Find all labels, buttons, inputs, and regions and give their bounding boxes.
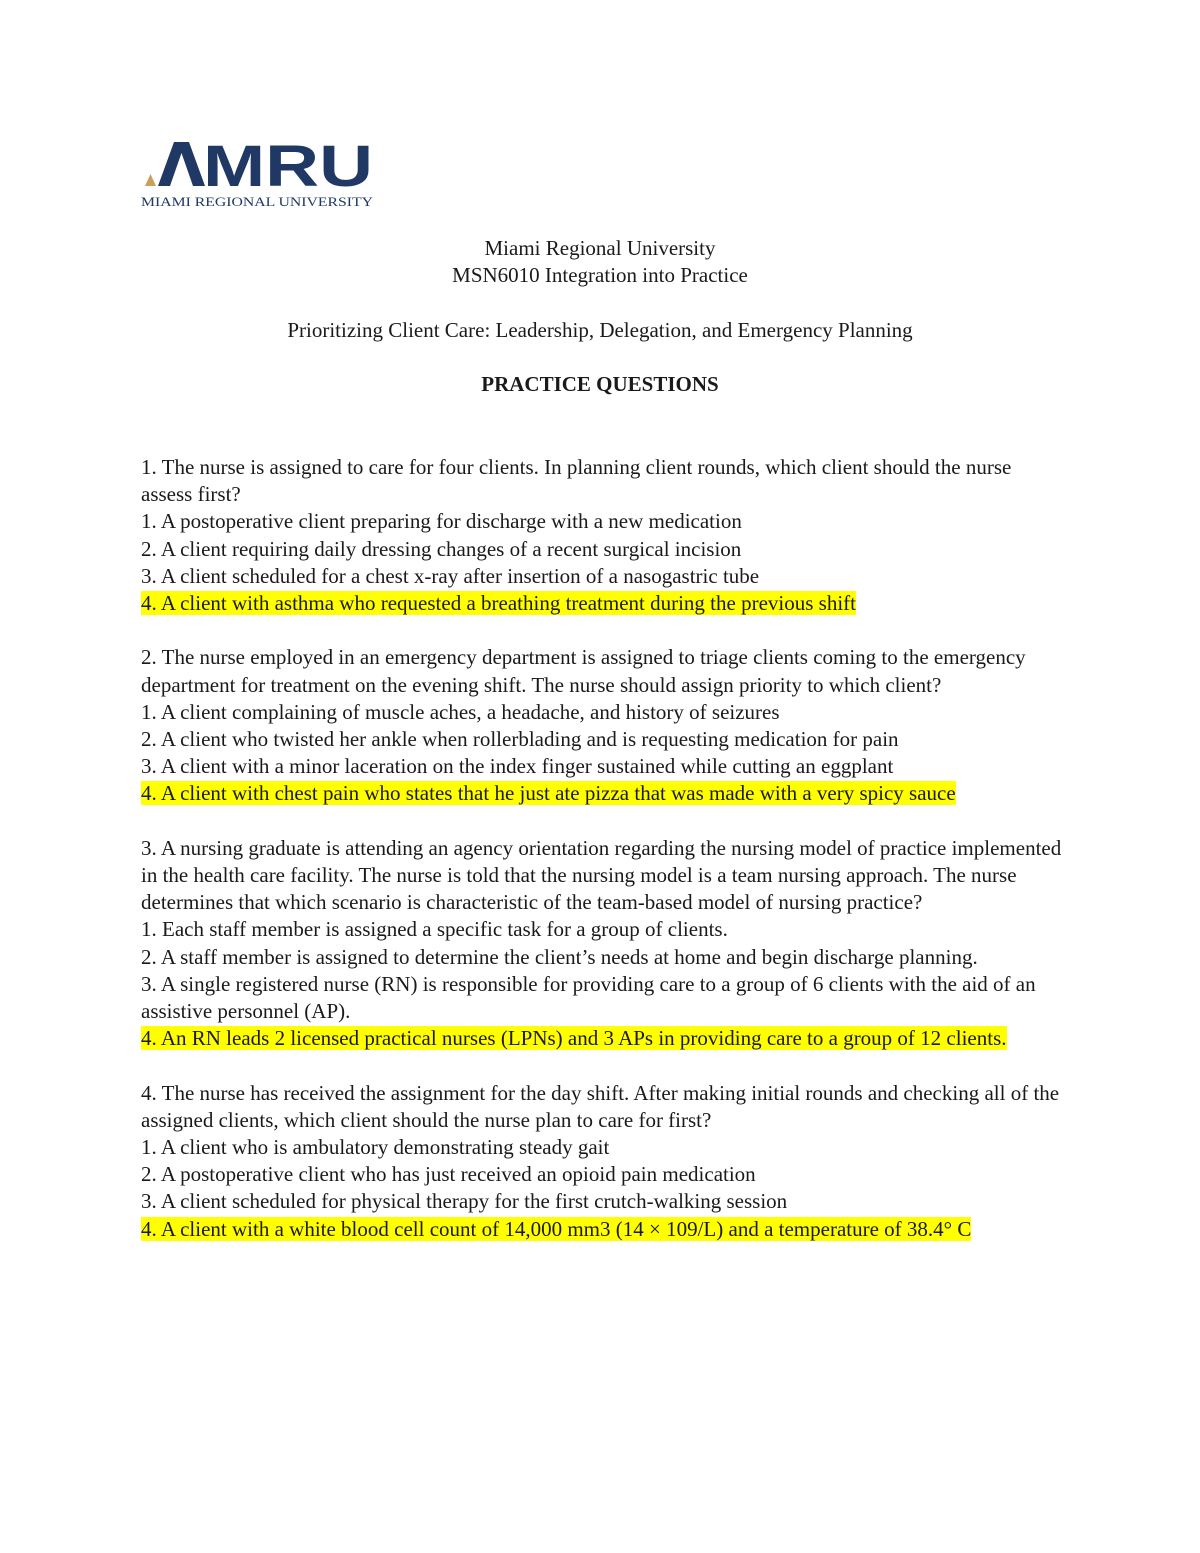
answer-option: 2. A client who twisted her ankle when rollerblading and is requesting medication for pain xyxy=(141,727,899,752)
question-4 xyxy=(141,1080,1066,1243)
correct-answer-option: 4. A client with chest pain who states that he just ate pizza that was made with a very spicy sauce xyxy=(141,781,956,806)
answer-option: 2. A postoperative client who has just received an opioid pain medication xyxy=(141,1162,756,1187)
logo-navy-a-shape xyxy=(158,142,205,186)
answer-option: 3. A client scheduled for a chest x-ray after insertion of a nasogastric tube xyxy=(141,563,760,588)
answer-option: 3. A client with a minor laceration on the index finger sustained while cutting an eggplant xyxy=(141,754,894,779)
answer-option: 3. A single registered nurse (RN) is responsible for providing care to a group of 6 clients with the aid of an assistive personnel (AP). xyxy=(141,971,1036,1024)
mru-logo-graphic xyxy=(141,140,376,210)
answer-option: 1. Each staff member is assigned a specific task for a group of clients. xyxy=(141,917,728,942)
answer-option: 1. A client complaining of muscle aches, a headache, and history of seizures xyxy=(141,699,780,724)
question-3 xyxy=(141,835,1066,1053)
question-list xyxy=(141,454,1066,1270)
header-topic: Prioritizing Client Care: Leadership, Delegation, and Emergency Planning xyxy=(287,318,913,342)
logo-gold-triangle xyxy=(145,174,156,186)
question-stem: 4. The nurse has received the assignment for the day shift. After making initial rounds and checking all of the assigned clients, which client should the nurse plan to care for first? xyxy=(141,1080,1060,1132)
question-2 xyxy=(141,644,1066,807)
question-stem: 3. A nursing graduate is attending an agency orientation regarding the nursing model of practice implemented in the health care facility. The nurse is told that the nursing model is a team nursing approach. The nurse determines that which scenario is characteristic of the team-based model of nursing practice? xyxy=(141,835,1062,915)
answer-option: 3. A client scheduled for physical therapy for the first crutch-walking session xyxy=(141,1189,788,1214)
question-stem: 2. The nurse employed in an emergency department is assigned to triage clients coming to the emergency department for treatment on the evening shift. The nurse should assign priority to which client? xyxy=(141,645,1026,697)
correct-answer-option: 4. An RN leads 2 licensed practical nurses (LPNs) and 3 APs in providing care to a group of 12 clients. xyxy=(141,1026,1007,1051)
section-title: PRACTICE QUESTIONS xyxy=(481,372,719,396)
logo-subtitle: MIAMI REGIONAL UNIVERSITY xyxy=(141,195,373,209)
answer-option: 2. A staff member is assigned to determine the client’s needs at home and begin discharge planning. xyxy=(141,944,978,969)
header-university: Miami Regional University xyxy=(484,236,716,260)
answer-option: 1. A client who is ambulatory demonstrating steady gait xyxy=(141,1135,610,1160)
logo-letters: MRU xyxy=(203,140,373,199)
correct-answer-option: 4. A client with asthma who requested a breathing treatment during the previous shift xyxy=(141,591,856,616)
correct-answer-option: 4. A client with a white blood cell count of 14,000 mm3 (14 × 109/L) and a temperature of 38.4° C xyxy=(141,1216,972,1241)
header-course: MSN6010 Integration into Practice xyxy=(452,263,748,287)
question-1 xyxy=(141,454,1066,617)
question-stem: 1. The nurse is assigned to care for four clients. In planning client rounds, which client should the nurse assess first? xyxy=(141,455,1012,507)
answer-option: 1. A postoperative client preparing for discharge with a new medication xyxy=(141,509,742,534)
university-logo xyxy=(141,140,376,210)
answer-option: 2. A client requiring daily dressing changes of a recent surgical incision xyxy=(141,536,742,561)
